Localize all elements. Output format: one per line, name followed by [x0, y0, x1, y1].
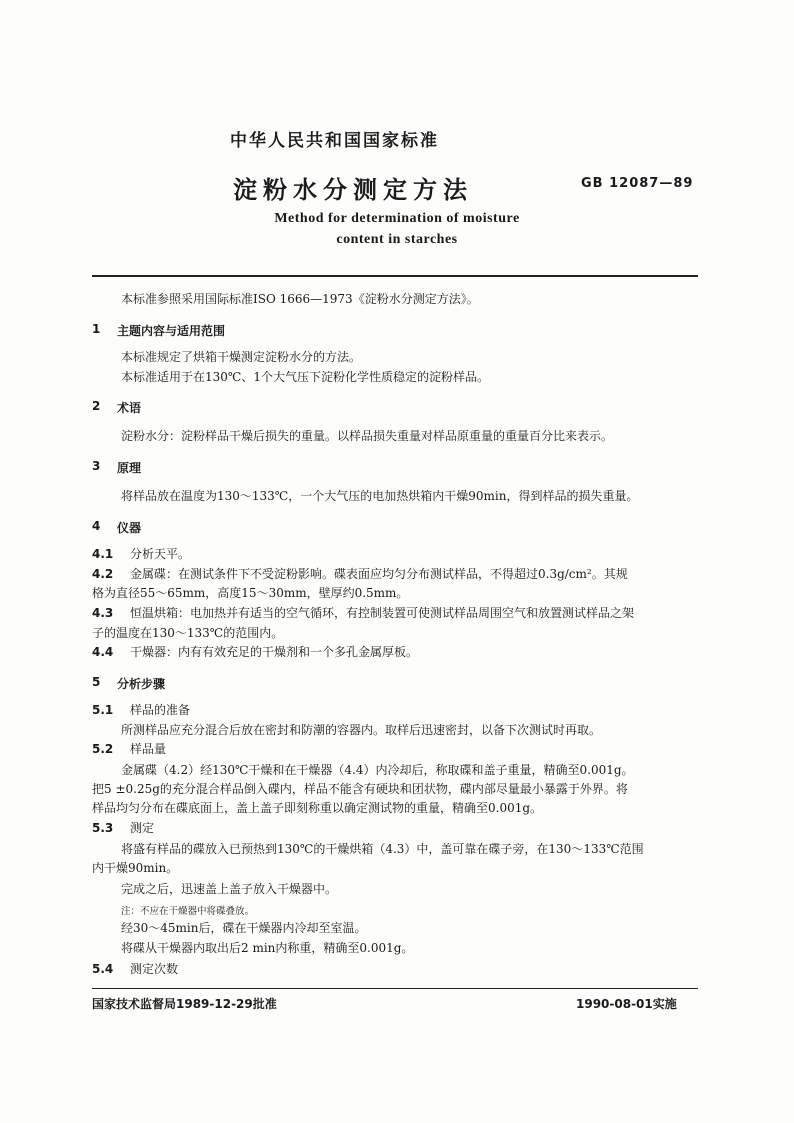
standard-category: 中华人民共和国国家标准 [230, 131, 439, 151]
footer-divider [92, 988, 698, 989]
subsection-5-3-line-3: 完成之后，迅速盖上盖子放入干燥器中。 [121, 882, 338, 896]
section-4-heading: 仪器 [117, 521, 142, 535]
subsection-5-2-line-2: 把5 ±0.25g的充分混合样品倒入碟内，样品不能含有硬块和团状物，碟内部尽量最小暴露于外界。将 [92, 782, 628, 796]
subsection-5-3-title: 测定 [130, 821, 155, 835]
subsection-5-1-title: 样品的准备 [130, 703, 191, 717]
section-1-number: 1 [92, 322, 101, 336]
english-title-line-1: Method for determination of moisture [274, 211, 520, 226]
item-4-4-number: 4.4 [92, 645, 114, 659]
subsection-5-3-line-4: 经30～45min后，碟在干燥器内冷却至室温。 [121, 921, 367, 935]
english-title-line-2: content in starches [336, 232, 458, 247]
subsection-5-3-line-2: 内干燥90min。 [92, 861, 179, 875]
section-1-paragraph-1: 本标准规定了烘箱干燥测定淀粉水分的方法。 [121, 350, 362, 364]
subsection-5-2-line-3: 样品均匀分布在碟底面上，盖上盖子即刻称重以确定测试物的重量，精确至0.001g。 [92, 801, 543, 815]
section-1-paragraph-2: 本标准适用于在130℃、1个大气压下淀粉化学性质稳定的淀粉样品。 [121, 370, 489, 384]
item-4-2-text-line-1: 金属碟：在测试条件下不受淀粉影响。碟表面应均匀分布测试样品，不得超过0.3g/cm²。其规 [130, 567, 628, 581]
subsection-5-2-number: 5.2 [92, 742, 114, 756]
section-3-paragraph: 将样品放在温度为130～133℃，一个大气压的电加热烘箱内干燥90min，得到样品的损失重量。 [121, 489, 639, 503]
subsection-5-1-paragraph: 所测样品应充分混合后放在密封和防潮的容器内。取样后迅速密封，以备下次测试时再取。 [121, 723, 602, 737]
subsection-5-3-number: 5.3 [92, 821, 114, 835]
subsection-5-4-title: 测定次数 [130, 962, 179, 976]
item-4-3-text-line-1: 恒温烘箱：电加热并有适当的空气循环，有控制装置可使测试样品周围空气和放置测试样品之架 [130, 606, 635, 620]
subsection-5-3-line-1: 将盛有样品的碟放入已预热到130℃的干燥烘箱（4.3）中，盖可靠在碟子旁，在130～133℃范围 [121, 842, 644, 856]
item-4-1-text: 分析天平。 [130, 547, 191, 561]
section-2-heading: 术语 [117, 401, 142, 415]
effective-date: 1990-08-01实施 [576, 997, 677, 1011]
item-4-2-number: 4.2 [92, 567, 114, 581]
section-5-number: 5 [92, 675, 101, 689]
document-title: 淀粉水分测定方法 [233, 176, 473, 204]
item-4-2-text-line-2: 格为直径55～65mm，高度15～30mm，壁厚约0.5mm。 [92, 586, 409, 600]
subsection-5-2-line-1: 金属碟（4.2）经130℃干燥和在干燥器（4.4）内冷却后，称取碟和盖子重量，精确至0.001g。 [121, 763, 634, 777]
header-divider [92, 275, 698, 277]
intro-paragraph: 本标准参照采用国际标准ISO 1666—1973《淀粉水分测定方法》。 [121, 292, 479, 306]
item-4-3-text-line-2: 子的温度在130～133℃的范围内。 [92, 626, 284, 640]
section-4-number: 4 [92, 519, 101, 533]
subsection-5-3-line-5: 将碟从干燥器内取出后2 min内称重，精确至0.001g。 [121, 941, 414, 955]
item-4-1-number: 4.1 [92, 547, 114, 561]
item-4-3-number: 4.3 [92, 606, 114, 620]
section-2-paragraph: 淀粉水分：淀粉样品干燥后损失的重量。以样品损失重量对样品原重量的重量百分比来表示。 [121, 429, 614, 443]
section-1-heading: 主题内容与适用范围 [117, 324, 226, 338]
section-3-heading: 原理 [117, 461, 142, 475]
subsection-5-3-note: 注：不应在干燥器中将碟叠放。 [121, 906, 255, 917]
section-5-heading: 分析步骤 [117, 677, 166, 691]
standard-number: GB 12087—89 [581, 176, 694, 191]
section-3-number: 3 [92, 459, 101, 473]
item-4-4-text: 干燥器：内有有效充足的干燥剂和一个多孔金属厚板。 [130, 645, 419, 659]
subsection-5-4-number: 5.4 [92, 962, 114, 976]
approval-date: 国家技术监督局1989-12-29批准 [92, 997, 277, 1011]
section-2-number: 2 [92, 399, 101, 413]
subsection-5-1-number: 5.1 [92, 703, 114, 717]
subsection-5-2-title: 样品量 [130, 742, 167, 756]
